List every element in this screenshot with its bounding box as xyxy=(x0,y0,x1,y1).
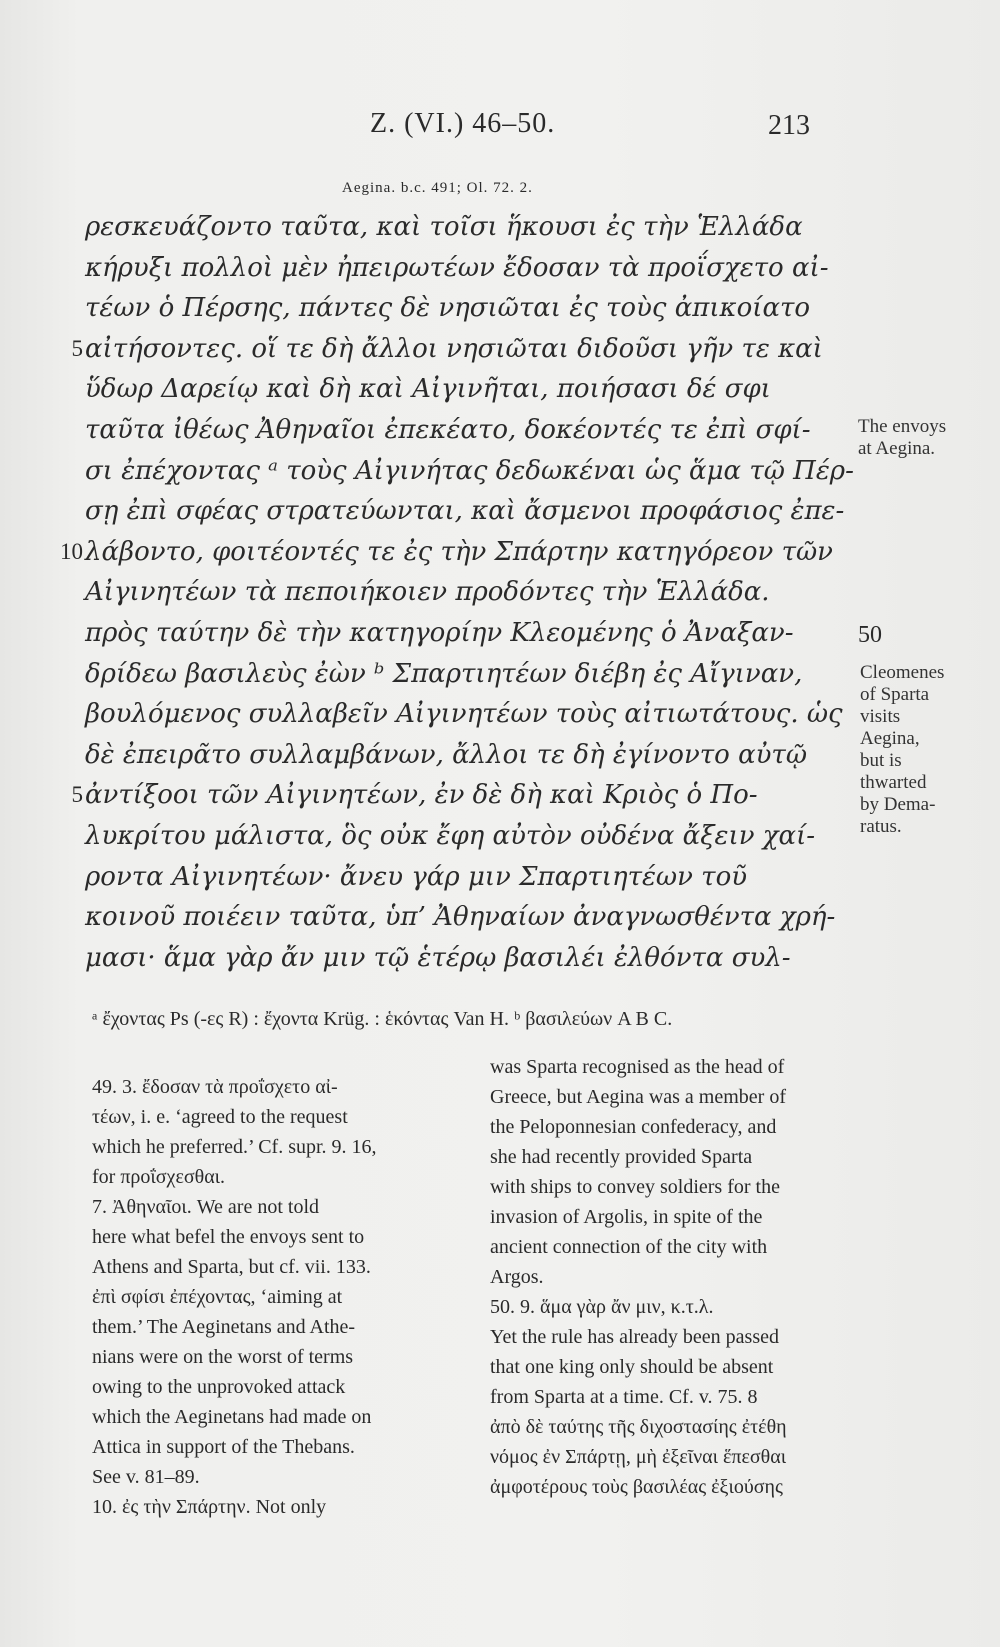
margin-line: visits xyxy=(860,706,901,727)
greek-line xyxy=(85,449,854,493)
margin-line: ratus. xyxy=(860,816,902,837)
greek-line-text: λάβοντο, φοιτέοντές τε ἐς τὴν Σπάρτην κατηγόρεον τῶν xyxy=(85,536,833,567)
page-number: 213 xyxy=(768,110,810,141)
greek-line xyxy=(85,733,807,777)
greek-line xyxy=(71,773,758,817)
greek-line-text: ταῦτα ἰθέως Ἀθηναῖοι ἐπεκέατο, δοκέοντές τε ἐπὶ σφί- xyxy=(85,415,811,445)
commentary-line: 10. ἐς τὴν Σπάρτην. Not only xyxy=(92,1496,327,1518)
commentary-line: which the Aeginetans had made on xyxy=(92,1406,372,1428)
greek-line xyxy=(85,205,803,249)
commentary-line: νόμος ἐν Σπάρτῃ, μὴ ἐξεῖναι ἕπεσθαι xyxy=(490,1446,787,1468)
greek-line-text: δρίδεω βασιλεὺς ἐὼν ᵇ Σπαρτιητέων διέβη ἐς Αἴγιναν, xyxy=(85,658,803,689)
greek-line-text: βουλόμενος συλλαβεῖν Αἰγινητέων τοὺς αἰτιωτάτους. ὡς xyxy=(85,699,843,730)
critical-apparatus: ᵃ ἔχοντας Ps (-ες R) : ἔχοντα Krüg. : ἑκόντας Van H. ᵇ βασιλεύων A B C. xyxy=(92,1008,673,1030)
greek-line-text: ἀντίξοοι τῶν Αἰγινητέων, ἐν δὲ δὴ καὶ Κριὸς ὁ Πο- xyxy=(85,780,758,811)
commentary-left-column xyxy=(92,1072,460,1522)
commentary-line: See v. 81–89. xyxy=(92,1466,200,1488)
running-title: Z. (VI.) 46–50. xyxy=(370,108,556,139)
chronology-subheader: Aegina. b.c. 491; Ol. 72. 2. xyxy=(342,180,533,196)
greek-line-text: σῃ ἐπὶ σφέας στρατεύωνται, καὶ ἄσμενοι προφάσιος ἐπε- xyxy=(85,496,845,527)
greek-line xyxy=(85,652,802,696)
greek-line-text: Αἰγινητέων τὰ πεποιήκοιεν προδόντες τὴν Ἑλλάδα. xyxy=(85,577,770,608)
commentary-line: from Sparta at a time. Cf. v. 75. 8 xyxy=(490,1386,758,1408)
commentary-line: ἀμφοτέρους τοὺς βασιλέας ἐξιούσης xyxy=(490,1476,783,1498)
margin-line: The envoys xyxy=(858,416,947,437)
commentary-line: ἀπὸ δὲ ταύτης τῆς διχοστασίης ἐτέθη xyxy=(490,1416,787,1438)
greek-line xyxy=(85,855,747,899)
commentary-line: Greece, but Aegina was a member of xyxy=(490,1086,786,1108)
commentary-line: was Sparta recognised as the head of xyxy=(490,1056,785,1078)
margin-note-cleomenes xyxy=(860,662,970,838)
commentary-line: the Peloponnesian confederacy, and xyxy=(490,1116,777,1138)
commentary-line: τέων, i. e. ‘agreed to the request xyxy=(92,1106,348,1128)
commentary-line: owing to the unprovoked attack xyxy=(92,1376,346,1398)
greek-line-text: μασι· ἅμα γὰρ ἄν μιν τῷ ἑτέρῳ βασιλέι ἐλθόντα συλ- xyxy=(85,942,791,973)
margin-line: of Sparta xyxy=(860,684,930,705)
commentary-line: ἐπὶ σφίσι ἐπέχοντας, ‘aiming at xyxy=(92,1286,343,1308)
margin-line: but is xyxy=(860,750,902,771)
commentary-line: Yet the rule has already been passed xyxy=(490,1326,779,1348)
line-number: 5 xyxy=(71,782,83,808)
greek-line xyxy=(85,936,791,980)
page-header xyxy=(0,108,1000,148)
greek-line xyxy=(85,408,811,452)
greek-line-text: κοινοῦ ποιέειν ταῦτα, ὑπ’ Ἀθηναίων ἀναγνωσθέντα χρή- xyxy=(85,902,836,933)
commentary-right-column xyxy=(490,1052,852,1502)
greek-line xyxy=(85,895,835,939)
greek-line-text: λυκρίτου μάλιστα, ὃς οὐκ ἔφη αὐτὸν οὐδένα ἄξειν χαί- xyxy=(85,821,816,851)
commentary-line: with ships to convey soldiers for the xyxy=(490,1176,780,1198)
commentary-line: invasion of Argolis, in spite of the xyxy=(490,1206,763,1228)
greek-line xyxy=(85,570,770,614)
greek-line-text: δὲ ἐπειρᾶτο συλλαμβάνων, ἄλλοι τε δὴ ἐγίνοντο αὐτῷ xyxy=(85,739,808,770)
line-number: 10 xyxy=(60,538,83,564)
greek-line-text: ρεσκευάζοντο ταῦτα, καὶ τοῖσι ἥκουσι ἐς τὴν Ἑλλάδα xyxy=(85,212,803,242)
commentary-line: 50. 9. ἅμα γὰρ ἄν μιν, κ.τ.λ. xyxy=(490,1296,714,1318)
greek-line xyxy=(85,611,794,655)
greek-line xyxy=(85,367,771,411)
commentary-line: that one king only should be absent xyxy=(490,1356,774,1378)
margin-line: thwarted xyxy=(860,772,927,793)
commentary-line: which he preferred.’ Cf. supr. 9. 16, xyxy=(92,1136,377,1158)
margin-line: Cleomenes xyxy=(860,662,945,683)
commentary-line: 7. Ἀθηναῖοι. We are not told xyxy=(92,1196,320,1218)
greek-line-text: κήρυξι πολλοὶ μὲν ἠπειρωτέων ἔδοσαν τὰ προΐσχετο αἰ- xyxy=(85,252,829,283)
commentary-line: nians were on the worst of terms xyxy=(92,1346,354,1368)
commentary-line: here what befel the envoys sent to xyxy=(92,1226,365,1248)
commentary-line: Athens and Sparta, but cf. vii. 133. xyxy=(92,1256,371,1278)
margin-note-envoys xyxy=(858,416,968,460)
greek-line-text: πρὸς ταύτην δὲ τὴν κατηγορίην Κλεομένης ὁ Ἀναξαν- xyxy=(85,618,794,648)
greek-line xyxy=(85,692,843,736)
greek-line xyxy=(85,814,815,858)
commentary-line: Argos. xyxy=(490,1266,544,1288)
commentary-line: 49. 3. ἔδοσαν τὰ προΐσχετο αἰ- xyxy=(92,1076,338,1098)
greek-line-text: τέων ὁ Πέρσης, πάντες δὲ νησιῶται ἐς τοὺς ἀπικοίατο xyxy=(85,293,811,324)
greek-line-text: σι ἐπέχοντας ᵃ τοὺς Αἰγινήτας δεδωκέναι ὡς ἅμα τῷ Πέρ- xyxy=(85,455,854,486)
greek-line xyxy=(71,327,823,371)
commentary-line: she had recently provided Sparta xyxy=(490,1146,753,1168)
greek-line-text: ροντα Αἰγινητέων· ἄνευ γάρ μιν Σπαρτιητέων τοῦ xyxy=(85,861,748,892)
commentary-line: for προΐσχεσθαι. xyxy=(92,1166,226,1188)
section-number: 50 xyxy=(858,622,882,648)
greek-line-text: αἰτήσοντες. οἵ τε δὴ ἄλλοι νησιῶται διδοῦσι γῆν τε καὶ xyxy=(85,333,823,364)
margin-line: at Aegina. xyxy=(858,438,936,459)
margin-line: by Dema- xyxy=(860,794,936,815)
line-number: 5 xyxy=(71,335,83,361)
greek-line xyxy=(60,530,833,574)
commentary-line: Attica in support of the Thebans. xyxy=(92,1436,355,1458)
greek-line-text: ὕδωρ Δαρείῳ καὶ δὴ καὶ Αἰγινῆται, ποιήσασι δέ σφι xyxy=(85,374,771,405)
commentary-line: ancient connection of the city with xyxy=(490,1236,768,1258)
margin-line: Aegina, xyxy=(860,728,920,749)
greek-line xyxy=(85,286,810,330)
greek-line xyxy=(85,246,829,290)
commentary-line: them.’ The Aeginetans and Athe- xyxy=(92,1316,356,1338)
greek-line xyxy=(85,489,844,533)
